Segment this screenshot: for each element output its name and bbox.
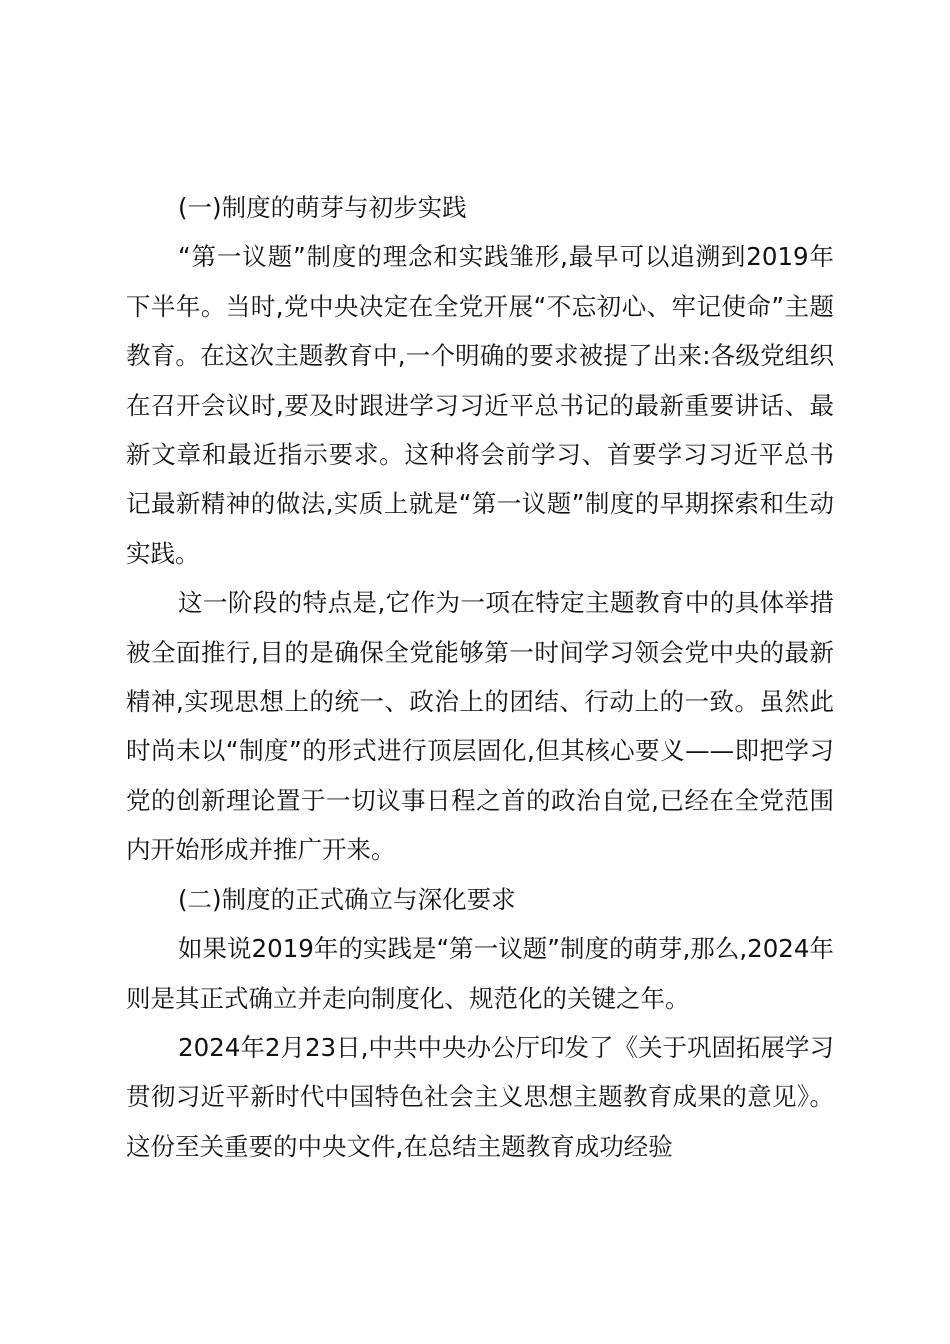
paragraph-1: “第一议题”制度的理念和实践雏形,最早可以追溯到2019年下半年。当时,党中央决定在全党开展“不忘初心、牢记使命”主题教育。在这次主题教育中,一个明确的要求被提了出来:各级党组织在召开会议时,要及时跟进学习习近平总书记的最新重要讲话、最新文章和最近指示要求。这种将会前学习、首要学习习近平总书记最新精神的做法,实质上就是“第一议题”制度的早期探索和生动实践。 [126, 242, 834, 568]
paragraph-2: 这一阶段的特点是,它作为一项在特定主题教育中的具体举措被全面推行,目的是确保全党能够第一时间学习领会党中央的最新精神,实现思想上的统一、政治上的团结、行动上的一致。虽然此时尚未以“制度”的形式进行顶层固化,但其核心要义——即把学习党的创新理论置于一切议事日程之首的政治自觉,已经在全党范围内开始形成并推广开来。 [126, 588, 834, 865]
paragraph-3: 如果说2019年的实践是“第一议题”制度的萌芽,那么,2024年则是其正式确立并走向制度化、规范化的关键之年。 [126, 934, 834, 1013]
paragraph-4: 2024年2月23日,中共中央办公厅印发了《关于巩固拓展学习贯彻习近平新时代中国特色社会主义思想主题教育成果的意见》。这份至关重要的中央文件,在总结主题教育成功经验 [126, 1032, 834, 1161]
document-body [126, 183, 834, 1171]
section-heading-1: (一)制度的萌芽与初步实践 [178, 193, 467, 222]
section-heading-2: (二)制度的正式确立与深化要求 [178, 884, 516, 914]
